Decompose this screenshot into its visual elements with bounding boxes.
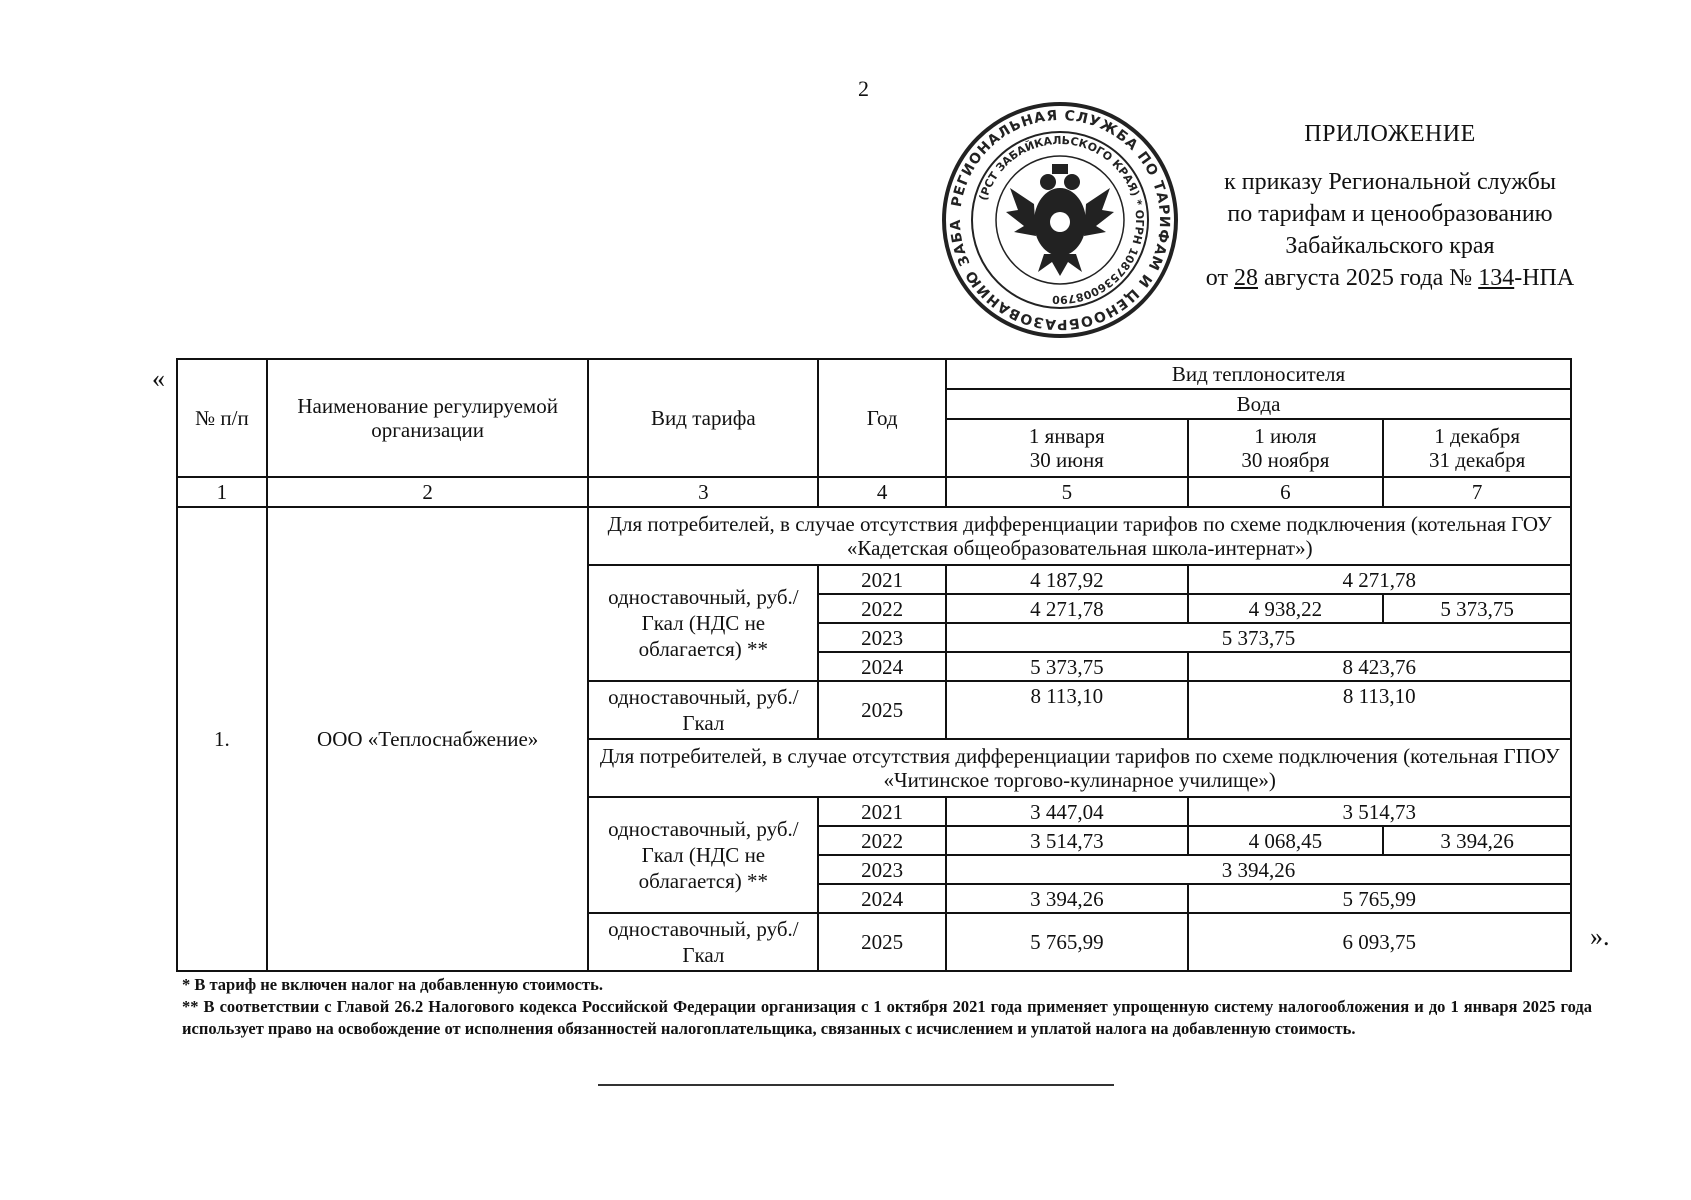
appendix-date-line bbox=[1180, 262, 1600, 294]
tariff-type-cell: одноставочный, руб./Гкал bbox=[588, 681, 818, 739]
value-cell: 3 394,26 bbox=[946, 884, 1188, 913]
appendix-line-2: по тарифам и ценообразованию bbox=[1227, 201, 1553, 227]
appendix-title: ПРИЛОЖЕНИЕ bbox=[1304, 121, 1476, 147]
column-number-row bbox=[177, 477, 1571, 507]
year-cell: 2023 bbox=[818, 623, 946, 652]
footnotes bbox=[182, 974, 1592, 1040]
header-carrier: Вид теплоносителя bbox=[946, 359, 1571, 389]
date-prefix: от bbox=[1205, 265, 1228, 291]
value-cell: 4 938,22 bbox=[1188, 594, 1384, 623]
svg-text:РЕГИОНАЛЬНАЯ СЛУЖБА ПО ТАРИФАМ: РЕГИОНАЛЬНАЯ СЛУЖБА ПО ТАРИФАМ И ЦЕНООБРАЗОВАНИЮ ЗАБА bbox=[947, 107, 1173, 333]
tariff-type-cell: одноставочный, руб./Гкал (НДС не облагается) ** bbox=[588, 797, 818, 913]
year-cell: 2025 bbox=[818, 913, 946, 971]
section-caption: Для потребителей, в случае отсутствия дифференциации тарифов по схеме подключения (котельная ГПОУ «Читинское торгово-кулинарное училище») bbox=[588, 739, 1571, 797]
order-number: 134 bbox=[1478, 265, 1515, 291]
value-cell: 3 514,73 bbox=[946, 826, 1188, 855]
value-cell: 5 373,75 bbox=[946, 652, 1188, 681]
header-org: Наименование регулируемой организации bbox=[267, 359, 589, 477]
value-cell: 5 765,99 bbox=[1188, 884, 1571, 913]
header-water: Вода bbox=[946, 389, 1571, 419]
footnote-1: * В тариф не включен налог на добавленную стоимость. bbox=[182, 975, 603, 994]
column-number: 2 bbox=[267, 477, 589, 507]
column-number: 1 bbox=[177, 477, 267, 507]
closing-quote: ». bbox=[1590, 922, 1610, 951]
tariff-type-cell: одноставочный, руб./Гкал (НДС не облагается) ** bbox=[588, 565, 818, 681]
section-caption-row bbox=[177, 507, 1571, 565]
year-cell: 2022 bbox=[818, 826, 946, 855]
header-period-1: 1 января 30 июня bbox=[946, 419, 1188, 477]
section-caption: Для потребителей, в случае отсутствия дифференциации тарифов по схеме подключения (котельная ГОУ «Кадетская общеобразовательная школа-интернат») bbox=[588, 507, 1571, 565]
year-cell: 2024 bbox=[818, 884, 946, 913]
value-cell: 8 113,10 bbox=[946, 681, 1188, 739]
row-number: 1. bbox=[177, 507, 267, 971]
divider-line bbox=[598, 1084, 1114, 1086]
column-number: 3 bbox=[588, 477, 818, 507]
year-cell: 2022 bbox=[818, 594, 946, 623]
value-cell: 5 373,75 bbox=[1383, 594, 1571, 623]
value-cell: 4 271,78 bbox=[946, 594, 1188, 623]
year-cell: 2024 bbox=[818, 652, 946, 681]
header-period-3: 1 декабря 31 декабря bbox=[1383, 419, 1571, 477]
value-cell: 3 514,73 bbox=[1188, 797, 1571, 826]
column-number: 7 bbox=[1383, 477, 1571, 507]
tariff-table bbox=[176, 358, 1572, 972]
tariff-type-cell: одноставочный, руб./Гкал bbox=[588, 913, 818, 971]
footnote-2: ** В соответствии с Главой 26.2 Налогового кодекса Российской Федерации организация с 1 октября 2021 года применяет упрощенную систему налогообложения и до 1 января 2025 года использует право на освобождение от исполнения обязанностей налогоплательщика, связанных с исчислением и уплатой налога на добавленную стоимость. bbox=[182, 997, 1592, 1038]
organization-name: ООО «Теплоснабжение» bbox=[267, 507, 589, 971]
opening-quote: « bbox=[152, 364, 165, 393]
value-cell: 8 113,10 bbox=[1188, 681, 1571, 739]
appendix-line-3: Забайкальского края bbox=[1285, 233, 1495, 259]
value-cell: 4 271,78 bbox=[1188, 565, 1571, 594]
order-number-suffix: -НПА bbox=[1514, 265, 1575, 291]
value-cell: 6 093,75 bbox=[1188, 913, 1571, 971]
year-cell: 2025 bbox=[818, 681, 946, 739]
header-year: Год bbox=[818, 359, 946, 477]
page-number: 2 bbox=[858, 76, 869, 101]
header-period-2: 1 июля 30 ноября bbox=[1188, 419, 1384, 477]
value-cell: 4 187,92 bbox=[946, 565, 1188, 594]
appendix-line-1: к приказу Региональной службы bbox=[1224, 169, 1556, 195]
official-seal bbox=[940, 100, 1180, 340]
column-number: 6 bbox=[1188, 477, 1384, 507]
appendix-header bbox=[1180, 118, 1600, 294]
column-number: 4 bbox=[818, 477, 946, 507]
header-row-1 bbox=[177, 359, 1571, 389]
svg-text:(РСТ ЗАБАЙКАЛЬСКОГО КРАЯ) * ОГ: (РСТ ЗАБАЙКАЛЬСКОГО КРАЯ) * ОГРН 1087536008790 bbox=[976, 133, 1147, 307]
header-num: № п/п bbox=[177, 359, 267, 477]
seal-emblem-icon bbox=[940, 100, 1180, 340]
value-cell: 4 068,45 bbox=[1188, 826, 1384, 855]
order-day: 28 bbox=[1233, 265, 1258, 291]
value-cell: 8 423,76 bbox=[1188, 652, 1571, 681]
year-cell: 2021 bbox=[818, 797, 946, 826]
date-middle: августа 2025 года № bbox=[1263, 265, 1473, 291]
year-cell: 2021 bbox=[818, 565, 946, 594]
value-cell: 5 373,75 bbox=[946, 623, 1571, 652]
column-number: 5 bbox=[946, 477, 1188, 507]
header-tariff-type: Вид тарифа bbox=[588, 359, 818, 477]
value-cell: 3 394,26 bbox=[946, 855, 1571, 884]
value-cell: 3 394,26 bbox=[1383, 826, 1571, 855]
value-cell: 3 447,04 bbox=[946, 797, 1188, 826]
year-cell: 2023 bbox=[818, 855, 946, 884]
value-cell: 5 765,99 bbox=[946, 913, 1188, 971]
